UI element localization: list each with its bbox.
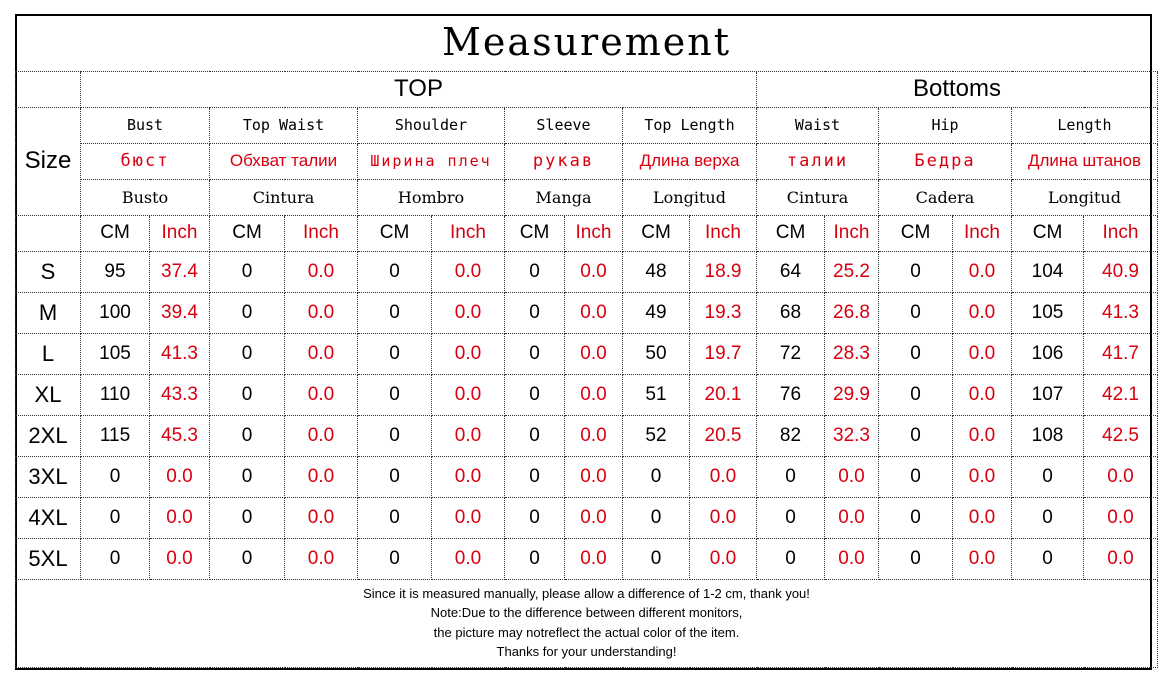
column-label-ru: бюст xyxy=(81,143,210,179)
column-label-ru: Бедра xyxy=(879,143,1012,179)
value-inch: 41.7 xyxy=(1084,333,1158,374)
footer-note-line: Since it is measured manually, please allow a difference of 1-2 cm, thank you! xyxy=(363,585,810,601)
value-cm: 0 xyxy=(505,415,565,456)
value-inch: 0.0 xyxy=(953,415,1012,456)
value-inch: 0.0 xyxy=(953,292,1012,333)
page-title: Measurement xyxy=(16,14,1158,71)
value-inch: 0.0 xyxy=(565,374,623,415)
value-cm: 76 xyxy=(757,374,825,415)
value-cm: 0 xyxy=(210,333,285,374)
value-cm: 0 xyxy=(81,456,150,497)
unit-label-inch: Inch xyxy=(285,215,358,251)
value-inch: 0.0 xyxy=(432,538,505,579)
value-inch: 0.0 xyxy=(565,456,623,497)
footer-note-line: Thanks for your understanding! xyxy=(496,644,677,659)
value-inch: 0.0 xyxy=(690,456,757,497)
value-inch: 0.0 xyxy=(285,251,358,292)
section-bottoms-heading: Bottoms xyxy=(757,71,1158,107)
size-label: S xyxy=(16,251,81,292)
value-cm: 0 xyxy=(81,497,150,538)
value-cm: 0 xyxy=(358,333,432,374)
column-label-es: Longitud xyxy=(1012,179,1158,215)
value-cm: 0 xyxy=(505,497,565,538)
value-inch: 0.0 xyxy=(565,538,623,579)
value-cm: 48 xyxy=(623,251,690,292)
value-inch: 41.3 xyxy=(150,333,210,374)
unit-label-cm: CM xyxy=(1012,215,1084,251)
value-inch: 0.0 xyxy=(690,538,757,579)
value-cm: 0 xyxy=(358,251,432,292)
column-label-ru: Обхват талии xyxy=(210,143,358,179)
value-cm: 110 xyxy=(81,374,150,415)
value-cm: 106 xyxy=(1012,333,1084,374)
value-inch: 0.0 xyxy=(565,415,623,456)
value-cm: 0 xyxy=(879,292,953,333)
value-cm: 51 xyxy=(623,374,690,415)
value-inch: 40.9 xyxy=(1084,251,1158,292)
unit-label-inch: Inch xyxy=(150,215,210,251)
unit-row-spacer xyxy=(16,215,81,251)
value-cm: 0 xyxy=(879,538,953,579)
column-label-es: Busto xyxy=(81,179,210,215)
value-cm: 0 xyxy=(210,374,285,415)
value-inch: 0.0 xyxy=(1084,497,1158,538)
value-cm: 0 xyxy=(623,538,690,579)
value-inch: 0.0 xyxy=(150,538,210,579)
unit-label-cm: CM xyxy=(358,215,432,251)
column-label-ru: рукав xyxy=(505,143,623,179)
size-label: 2XL xyxy=(16,415,81,456)
unit-label-cm: CM xyxy=(81,215,150,251)
size-label: M xyxy=(16,292,81,333)
table-row xyxy=(16,374,1158,415)
unit-label-cm: CM xyxy=(879,215,953,251)
value-inch: 37.4 xyxy=(150,251,210,292)
table-row xyxy=(16,251,1158,292)
value-inch: 0.0 xyxy=(565,333,623,374)
value-cm: 0 xyxy=(505,292,565,333)
column-label-en: Shoulder xyxy=(358,107,505,143)
column-label-ru: Длина верха xyxy=(623,143,757,179)
value-inch: 0.0 xyxy=(690,497,757,538)
value-cm: 0 xyxy=(210,292,285,333)
value-inch: 0.0 xyxy=(953,538,1012,579)
column-label-es: Cintura xyxy=(757,179,879,215)
value-cm: 108 xyxy=(1012,415,1084,456)
table-row xyxy=(16,333,1158,374)
value-cm: 0 xyxy=(1012,497,1084,538)
value-cm: 0 xyxy=(358,374,432,415)
value-cm: 0 xyxy=(81,538,150,579)
value-cm: 100 xyxy=(81,292,150,333)
value-inch: 0.0 xyxy=(285,538,358,579)
value-cm: 0 xyxy=(210,456,285,497)
footer-note-line: Note:Due to the difference between different monitors, xyxy=(430,605,743,620)
value-inch: 0.0 xyxy=(285,333,358,374)
value-cm: 115 xyxy=(81,415,150,456)
column-label-en: Sleeve xyxy=(505,107,623,143)
value-cm: 72 xyxy=(757,333,825,374)
size-chart-table xyxy=(15,14,1158,668)
value-cm: 95 xyxy=(81,251,150,292)
unit-label-cm: CM xyxy=(757,215,825,251)
value-inch: 0.0 xyxy=(1084,538,1158,579)
size-column-header: Size xyxy=(16,107,81,215)
value-cm: 0 xyxy=(623,497,690,538)
unit-label-inch: Inch xyxy=(825,215,879,251)
size-label: 5XL xyxy=(16,538,81,579)
column-label-es: Cadera xyxy=(879,179,1012,215)
value-inch: 0.0 xyxy=(285,415,358,456)
value-inch: 0.0 xyxy=(432,374,505,415)
value-inch: 32.3 xyxy=(825,415,879,456)
value-inch: 0.0 xyxy=(285,497,358,538)
value-inch: 25.2 xyxy=(825,251,879,292)
value-inch: 41.3 xyxy=(1084,292,1158,333)
value-inch: 39.4 xyxy=(150,292,210,333)
unit-label-inch: Inch xyxy=(690,215,757,251)
value-cm: 0 xyxy=(210,497,285,538)
column-label-en: Hip xyxy=(879,107,1012,143)
value-cm: 0 xyxy=(879,333,953,374)
value-cm: 64 xyxy=(757,251,825,292)
unit-label-inch: Inch xyxy=(565,215,623,251)
value-cm: 0 xyxy=(210,415,285,456)
value-inch: 0.0 xyxy=(953,497,1012,538)
value-inch: 26.8 xyxy=(825,292,879,333)
value-cm: 68 xyxy=(757,292,825,333)
value-inch: 0.0 xyxy=(432,251,505,292)
value-cm: 0 xyxy=(505,538,565,579)
value-inch: 28.3 xyxy=(825,333,879,374)
footer-note xyxy=(16,579,1158,667)
value-cm: 0 xyxy=(358,456,432,497)
value-inch: 0.0 xyxy=(565,251,623,292)
value-inch: 0.0 xyxy=(953,333,1012,374)
unit-label-inch: Inch xyxy=(432,215,505,251)
value-cm: 0 xyxy=(505,456,565,497)
value-cm: 0 xyxy=(879,374,953,415)
table-row xyxy=(16,456,1158,497)
column-label-en: Top Waist xyxy=(210,107,358,143)
column-label-es: Longitud xyxy=(623,179,757,215)
value-inch: 0.0 xyxy=(285,374,358,415)
table-row xyxy=(16,497,1158,538)
value-inch: 45.3 xyxy=(150,415,210,456)
value-inch: 0.0 xyxy=(285,456,358,497)
value-cm: 0 xyxy=(879,251,953,292)
value-cm: 104 xyxy=(1012,251,1084,292)
table-row xyxy=(16,538,1158,579)
size-label: 4XL xyxy=(16,497,81,538)
column-label-en: Top Length xyxy=(623,107,757,143)
value-inch: 18.9 xyxy=(690,251,757,292)
value-cm: 0 xyxy=(757,456,825,497)
value-cm: 0 xyxy=(879,456,953,497)
column-label-es: Cintura xyxy=(210,179,358,215)
table-row xyxy=(16,415,1158,456)
value-cm: 105 xyxy=(81,333,150,374)
value-inch: 0.0 xyxy=(953,374,1012,415)
value-inch: 0.0 xyxy=(432,333,505,374)
value-inch: 0.0 xyxy=(825,497,879,538)
value-cm: 0 xyxy=(358,497,432,538)
value-inch: 42.1 xyxy=(1084,374,1158,415)
column-label-ru: Ширина плеч xyxy=(358,143,505,179)
unit-label-cm: CM xyxy=(210,215,285,251)
value-cm: 0 xyxy=(879,497,953,538)
value-cm: 0 xyxy=(1012,456,1084,497)
value-inch: 0.0 xyxy=(150,456,210,497)
value-inch: 19.3 xyxy=(690,292,757,333)
value-inch: 0.0 xyxy=(825,456,879,497)
value-inch: 0.0 xyxy=(432,456,505,497)
table-row xyxy=(16,292,1158,333)
value-inch: 29.9 xyxy=(825,374,879,415)
section-top-heading: TOP xyxy=(81,71,757,107)
value-inch: 0.0 xyxy=(953,251,1012,292)
value-inch: 0.0 xyxy=(565,497,623,538)
value-cm: 0 xyxy=(358,292,432,333)
unit-label-inch: Inch xyxy=(953,215,1012,251)
size-label: L xyxy=(16,333,81,374)
column-label-en: Length xyxy=(1012,107,1158,143)
value-cm: 0 xyxy=(358,538,432,579)
value-cm: 107 xyxy=(1012,374,1084,415)
column-label-ru: талии xyxy=(757,143,879,179)
value-cm: 52 xyxy=(623,415,690,456)
value-inch: 0.0 xyxy=(150,497,210,538)
column-label-es: Hombro xyxy=(358,179,505,215)
value-cm: 50 xyxy=(623,333,690,374)
value-cm: 0 xyxy=(1012,538,1084,579)
value-cm: 0 xyxy=(505,374,565,415)
column-label-en: Waist xyxy=(757,107,879,143)
size-label: 3XL xyxy=(16,456,81,497)
value-cm: 0 xyxy=(210,251,285,292)
value-cm: 0 xyxy=(757,497,825,538)
size-label: XL xyxy=(16,374,81,415)
value-cm: 0 xyxy=(879,415,953,456)
value-inch: 0.0 xyxy=(432,292,505,333)
value-inch: 0.0 xyxy=(1084,456,1158,497)
value-cm: 105 xyxy=(1012,292,1084,333)
value-cm: 0 xyxy=(505,251,565,292)
value-inch: 43.3 xyxy=(150,374,210,415)
unit-label-cm: CM xyxy=(505,215,565,251)
value-cm: 0 xyxy=(505,333,565,374)
value-inch: 0.0 xyxy=(432,497,505,538)
column-label-ru: Длина штанов xyxy=(1012,143,1158,179)
value-cm: 82 xyxy=(757,415,825,456)
value-inch: 0.0 xyxy=(825,538,879,579)
value-inch: 0.0 xyxy=(953,456,1012,497)
column-label-es: Manga xyxy=(505,179,623,215)
value-cm: 0 xyxy=(210,538,285,579)
value-cm: 0 xyxy=(358,415,432,456)
value-cm: 0 xyxy=(757,538,825,579)
footer-note-line: the picture may notreflect the actual color of the item. xyxy=(433,624,740,640)
unit-label-inch: Inch xyxy=(1084,215,1158,251)
unit-label-cm: CM xyxy=(623,215,690,251)
value-inch: 0.0 xyxy=(285,292,358,333)
value-inch: 0.0 xyxy=(565,292,623,333)
value-inch: 20.5 xyxy=(690,415,757,456)
value-inch: 42.5 xyxy=(1084,415,1158,456)
value-inch: 19.7 xyxy=(690,333,757,374)
value-inch: 20.1 xyxy=(690,374,757,415)
value-inch: 0.0 xyxy=(432,415,505,456)
value-cm: 0 xyxy=(623,456,690,497)
value-cm: 49 xyxy=(623,292,690,333)
column-label-en: Bust xyxy=(81,107,210,143)
